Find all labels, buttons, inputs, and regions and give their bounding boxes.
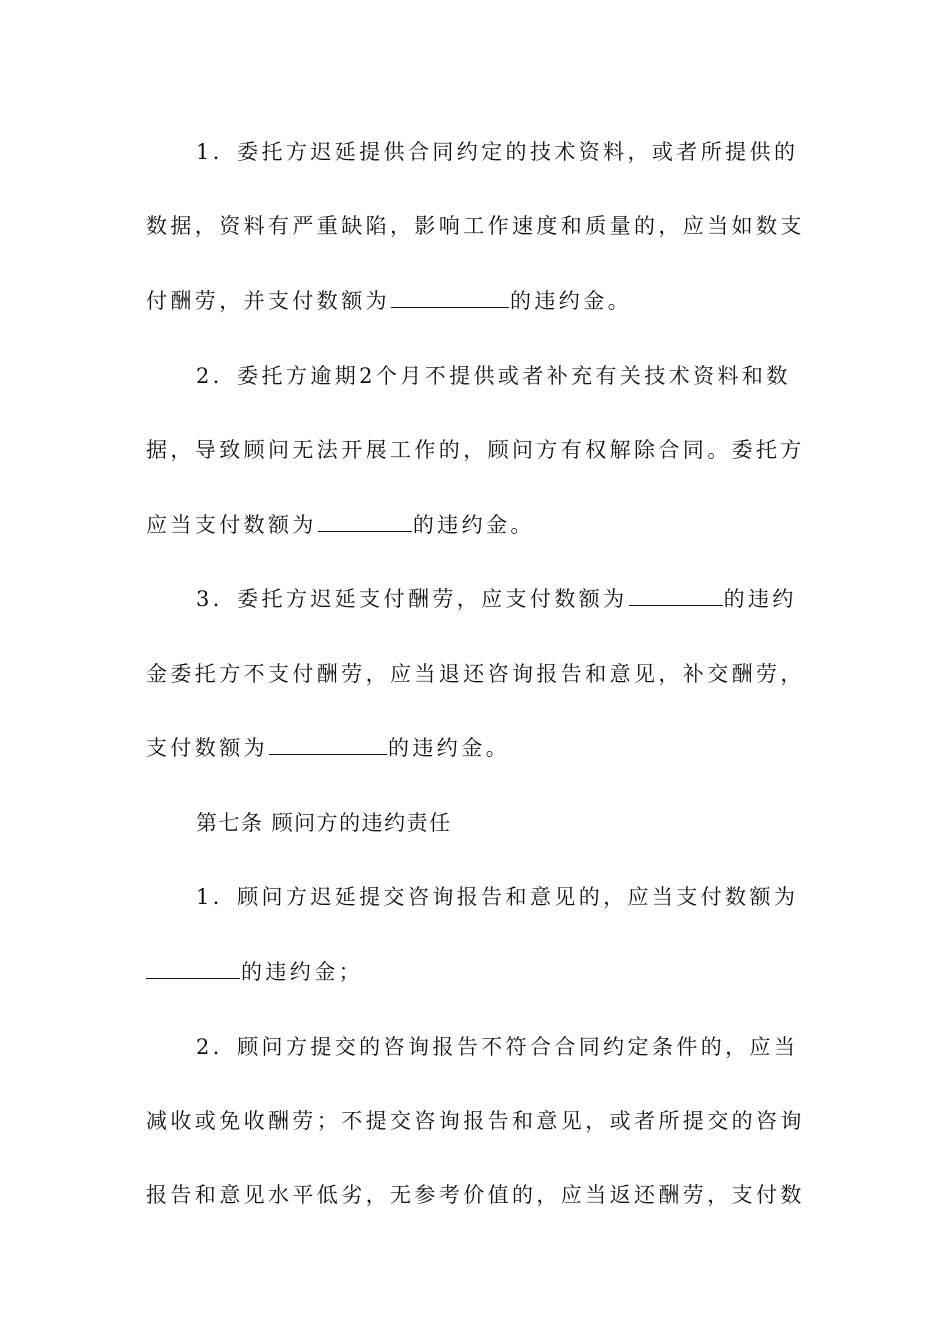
clause-2-line-3: [146, 507, 806, 543]
text-run: 付酬劳，并支付数额为: [146, 289, 390, 313]
text-run: 的违约: [723, 587, 797, 611]
clause-3-line-2: [146, 656, 806, 692]
text-run: 1．委托方迟延提供合同约定的技术资料，或者所提供的: [196, 140, 799, 164]
text-run: 减收或免收酬劳；不提交咨询报告和意见，或者所提交的咨询: [146, 1109, 805, 1133]
text-run: 报告和意见水平低劣，无参考价值的，应当返还酬劳，支付数: [146, 1183, 805, 1207]
text-run: 应当支付数额为: [146, 513, 317, 537]
text-run: 的违约金；: [241, 960, 363, 984]
text-run: 的违约金。: [388, 736, 510, 760]
text-run: 1．顾问方迟延提交咨询报告和意见的，应当支付数额为: [196, 885, 799, 909]
text-run: 2．顾问方提交的咨询报告不符合合同约定条件的，应当: [196, 1035, 799, 1059]
clause-1-line-2: [146, 208, 806, 244]
fill-in-blank: [269, 732, 387, 755]
text-run: 金委托方不支付酬劳，应当退还咨询报告和意见，补交酬劳，: [146, 662, 805, 686]
clause-2-line-1: [196, 358, 856, 394]
article-7-clause-1-line-1: [196, 879, 856, 915]
article-7-clause-2-line-3: [146, 1177, 806, 1213]
clause-1-line-3: [146, 283, 806, 319]
clause-3-line-3: [146, 730, 806, 766]
article-7-clause-1-line-2: [146, 954, 806, 990]
text-run: 数据，资料有严重缺陷，影响工作速度和质量的，应当如数支: [146, 214, 805, 238]
text-run: 支付数额为: [146, 736, 268, 760]
article-7-clause-2-line-1: [196, 1029, 856, 1065]
article-heading: [196, 805, 856, 841]
text-run: 3．委托方迟延支付酬劳，应支付数额为: [196, 587, 628, 611]
fill-in-blank: [391, 285, 509, 308]
clause-2-line-2: [146, 432, 806, 468]
text-run: 2．委托方逾期2个月不提供或者补充有关技术资料和数: [196, 364, 791, 388]
fill-in-blank: [318, 509, 412, 532]
text-run: 的违约金。: [510, 289, 632, 313]
fill-in-blank: [146, 956, 240, 979]
clause-1-line-1: [196, 134, 856, 170]
clause-3-line-1: [196, 581, 856, 617]
text-run: 的违约金。: [412, 513, 535, 537]
article-7-clause-2-line-2: [146, 1103, 806, 1139]
article-title: 第七条 顾问方的违约责任: [196, 811, 452, 835]
text-run: 据，导致顾问无法开展工作的，顾问方有权解除合同。委托方: [146, 438, 805, 462]
fill-in-blank: [629, 583, 723, 606]
